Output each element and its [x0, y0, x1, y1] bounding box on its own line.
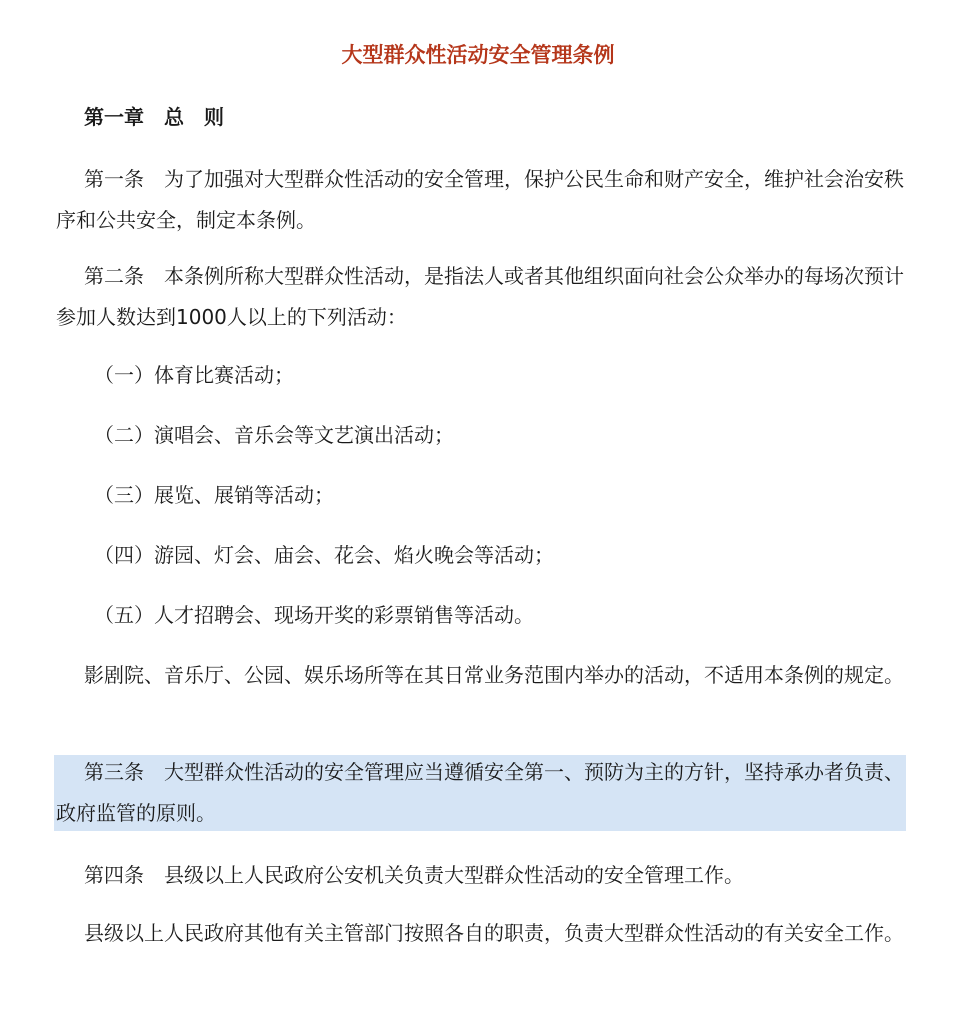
document-title: 大型群众性活动安全管理条例: [341, 43, 615, 67]
list-item[interactable]: （四）游园、灯会、庙会、花会、焰火晚会等活动；: [94, 543, 554, 567]
list-item[interactable]: （一）体育比赛活动；: [94, 363, 294, 387]
article-two[interactable]: 第二条 本条例所称大型群众性活动，是指法人或者其他组织面向社会公众举办的每场次预计参加人数达到1000人以上的下列活动：: [56, 264, 904, 329]
list-item[interactable]: （三）展览、展销等活动；: [94, 483, 334, 507]
list-item[interactable]: （五）人才招聘会、现场开奖的彩票销售等活动。: [94, 603, 534, 627]
article-four[interactable]: 第四条 县级以上人民政府公安机关负责大型群众性活动的安全管理工作。: [84, 863, 744, 887]
article-three-selected[interactable]: 第三条 大型群众性活动的安全管理应当遵循安全第一、预防为主的方针，坚持承办者负责、政府监管的原则。: [56, 760, 904, 825]
other-departments-paragraph[interactable]: 县级以上人民政府其他有关主管部门按照各自的职责，负责大型群众性活动的有关安全工作。: [84, 921, 904, 945]
article-one[interactable]: 第一条 为了加强对大型群众性活动的安全管理，保护公民生命和财产安全，维护社会治安秩序和公共安全，制定本条例。: [56, 167, 904, 232]
exclusion-paragraph[interactable]: 影剧院、音乐厅、公园、娱乐场所等在其日常业务范围内举办的活动，不适用本条例的规定。: [84, 663, 904, 687]
list-item[interactable]: （二）演唱会、音乐会等文艺演出活动；: [94, 423, 454, 447]
chapter-heading: 第一章 总 则: [84, 105, 224, 129]
